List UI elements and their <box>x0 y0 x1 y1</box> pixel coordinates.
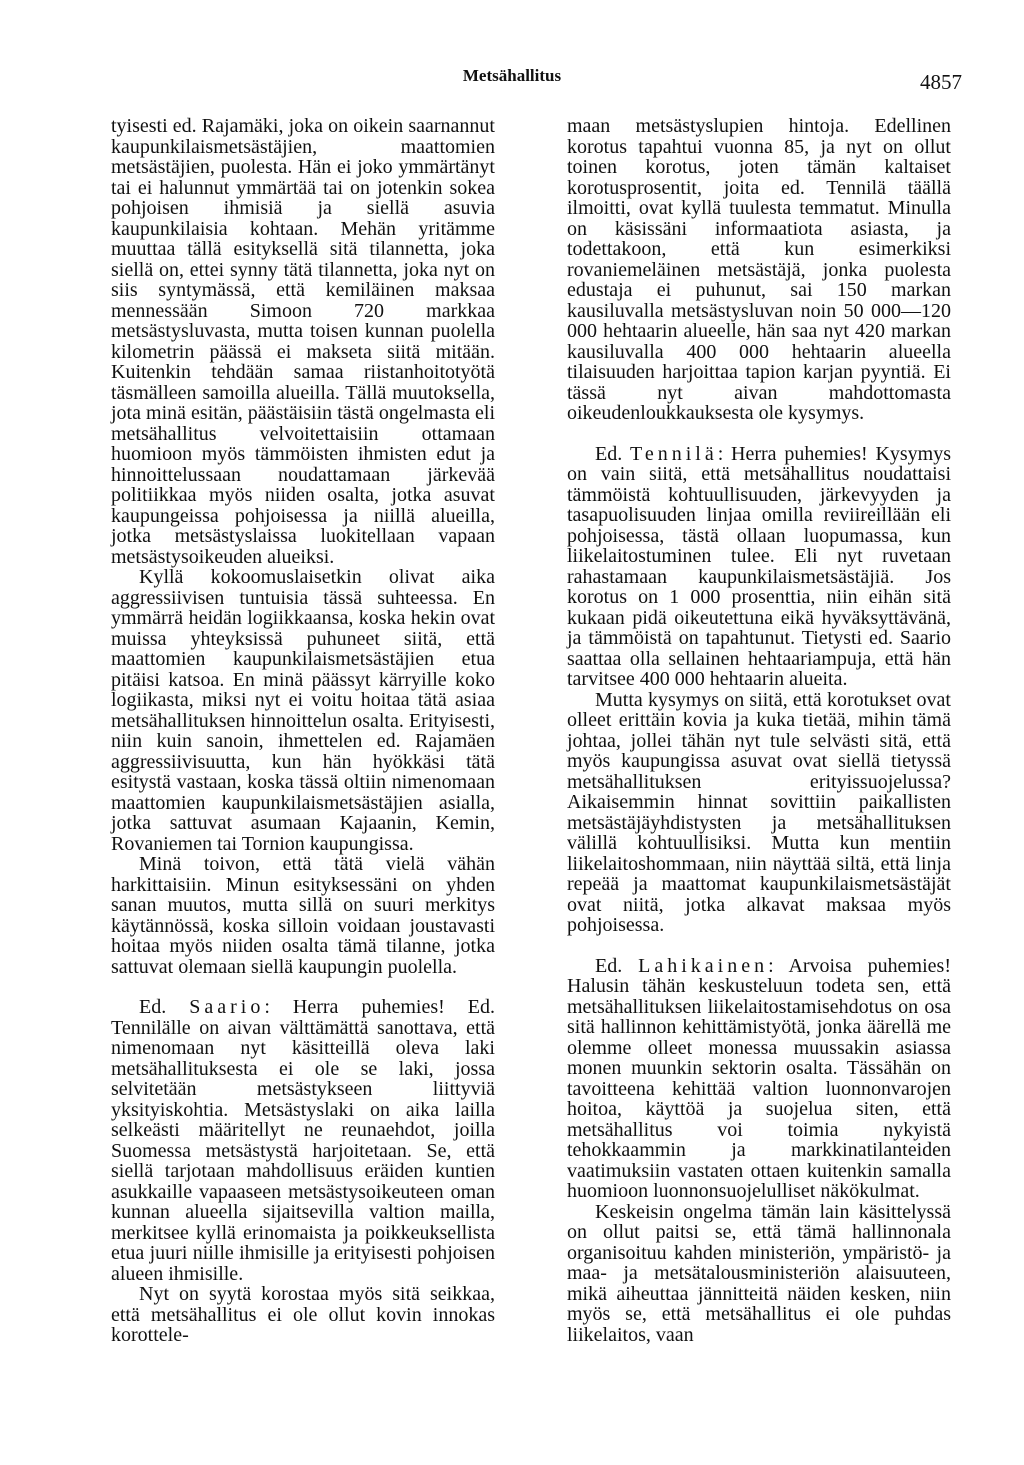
speaker-prefix: Ed. <box>595 954 639 977</box>
speaker-name: Lahikainen <box>638 954 769 977</box>
paragraph: Nyt on syytä korostaa myös sitä seikkaa, että metsähallitus ei ole ollut kovin innokas korottele- <box>111 1283 495 1346</box>
page-number: 4857 <box>920 70 962 94</box>
speaker-name: Saario <box>189 996 265 1018</box>
running-head: Metsähallitus <box>462 66 562 85</box>
paragraph: Kyllä kokoomuslaisetkin olivat aika aggressiivisen tuntuisia tässä suhteessa. En ymmärrä heidän logiikkaansa, koska hekin ovat muissa yhteyksissä puhuneet siitä, että maattomien kaupunkilaismetsästäjien etua pitäisi katsoa. En minä päässyt kärryille koko logiikasta, miksi nyt ei voitu hoitaa tätä asiaa metsähallituksen hinnoittelun osalta. Erityisesti, niin kuin sanoin, ihmettelen ed. Rajamäen aggressiivisuutta, kun hän hyökkäsi tätä esitystä vastaan, koska tässä oltiin nimenomaan maattomien kaupunkilaismetsästäjien asialla, jotka sattuvat asumaan Kajaanin, Kemin, Rovaniemen tai Tornion kaupungissa. <box>111 566 495 855</box>
speech-paragraph <box>567 444 951 690</box>
paragraph: Mutta kysymys on siitä, että korotukset ovat olleet erittäin kovia ja kuka tietää, mihin tämä johtaa, jollei tähän nyt tule selvästi sitä, että myös kaupungissa asuvat ovat siellä tietyssä metsähallituksen erityissuojelussa? Aikaisemmin hinnat sovittiin paikallisten metsästäjäyhdistysten ja metsähallituksen välillä kohtuullisiksi. Mutta kun mentiin liikelaitoshommaan, niin näyttää siltä, että linja repeää ja maattomat kaupunkilaismetsästäjät ovat niitä, jotka alkavat maksaa myös pohjoisessa. <box>567 688 951 936</box>
paragraph: Keskeisin ongelma tämän lain käsittelyssä on ollut paitsi se, että tämä hallinnonala organisoituu kahden ministeriön, ympäristö- ja maa- ja metsätalousministeriön alaisuuteen, mikä aiheuttaa jännitteitä näiden kesken, niin myös se, että metsähallitus ei ole puhdas liikelaitos, vaan <box>567 1200 951 1346</box>
speaker-prefix: Ed. <box>139 996 190 1018</box>
left-column <box>111 116 495 1346</box>
speech-text: : Arvoisa puhemies! Halusin tähän keskusteluun todeta sen, että metsähallituksen liikelaitostamisehdotus on osa sitä hallinnon kehittämistyötä, jonka äärellä me olemme olleet monessa muussakin asiassa monen muunkin sektorin osalta. Tässähän on tavoitteena kehittää valtion luonnonvarojen hoitoa, käyttöä ja suojelua siten, että metsähallitus voi toimia nykyistä tehokkaammin ja markkinatilanteiden vaatimuksiin vastaten ottaen kuitenkin samalla huomioon luonnonsuojelulliset näkökulmat. <box>567 954 951 1202</box>
speaker-name: Tennilä <box>630 442 718 465</box>
speaker-prefix: Ed. <box>595 442 631 465</box>
paragraph: maan metsästyslupien hintoja. Edellinen korotus tapahtui vuonna 85, ja nyt on ollut toinen korotus, joten tämän kaltaiset korotusprosentit, joita ed. Tennilä täällä ilmoitti, ovat kyllä tuulesta temmatut. Minulla on käsissäni informaatiota asiasta, ja todettakoon, että kun esimerkiksi rovaniemeläinen metsästäjä, jonka puolesta edustaja ei puhunut, sai 150 markan kausiluvalla metsästysluvan noin 50 000—120 000 hehtaarin alueelle, hän saa nyt 420 markan kausiluvalla 400 000 hehtaarin alueella tilaisuuden harjoittaa tapion karjan pyyntiä. Ei tässä nyt aivan mahdottomasta oikeudenloukkauksesta ole kysymys. <box>567 115 951 424</box>
speech-text: : Herra puhemies! Ed. Tennilälle on aivan välttämättä sanottava, että nimenomaan nyt käsitteillä oleva laki metsähallituksesta ei ole se laki, jossa selvitetään metsästykseen liittyviä yksityiskohtia. Metsästyslaki on aika lailla selkeästi määritellyt ne reunaehdot, joilla Suomessa metsästystä harjoitetaan. Se, että siellä tarjotaan mahdollisuus eräiden kuntien asukkaille vapaaseen metsästysoikeuteen oman kunnan alueella sijaitsevilla valtion mailla, merkitsee kyllä erinomaista ja poikkeuksellista etua juuri niille ihmisille ja erityisesti pohjoisen alueen ihmisille. <box>111 996 496 1285</box>
paragraph: tyisesti ed. Rajamäki, joka on oikein saarnannut kaupunkilaismetsästäjien, maattomien metsästäjien, puolesta. Hän ei joko ymmärtänyt tai ei halunnut ymmärtää tai on jotenkin sokea pohjoisen ihmisiä ja siellä asuvia kaupunkilaisia kohtaan. Mehän yritämme muuttaa tällä esityksellä sitä tilannetta, joka siellä on, ettei synny tätä tilannetta, joka nyt on siis syntymässä, että kemiläinen maksaa mennessään Simoon 720 markkaa metsästysluvasta, mutta toisen kunnan puolella kilometrin päässä ei makseta siitä mitään. Kuitenkin tehdään samaa riistanhoitotyötä täsmälleen samoilla alueilla. Tällä muutoksella, jota minä esitän, päästäisiin tästä ongelmasta eli metsähallitus velvoitettaisiin ottamaan huomioon myös tämmöisten ihmisten edut ja hinnoittelussaan noudattamaan järkevää politiikkaa myös niiden osalta, jotka asuvat kaupungeissa pohjoisessa ja niillä alueilla, jotka metsästyslaissa luokitellaan vapaan metsästysoikeuden alueiksi. <box>111 115 495 568</box>
speech-paragraph <box>111 997 495 1284</box>
right-column <box>567 116 951 1345</box>
speech-text: : Herra puhemies! Kysymys on vain siitä, että metsähallitus noudattaisi tämmöistä kohtuullisuuden, järkevyyden ja tasapuolisuuden linjaa omilla reviireillään eli pohjoisessa, tästä ollaan luopumassa, kun liikelaitostuminen tulee. Eli nyt ruvetaan rahastamaan kaupunkilaismetsästäjiä. Jos korotus on 1 000 prosenttia, niin eihän sitä kukaan pidä oikeutettuna eikä hyväksyttävänä, ja tämmöistä on tapahtunut. Tietysti ed. Saario saattaa olla sellainen hehtaariampuja, että hän tarvitsee 400 000 hehtaarin alueita. <box>567 442 952 690</box>
speech-paragraph <box>567 956 951 1202</box>
paragraph: Minä toivon, että tätä vielä vähän harkittaisiin. Minun esityksessäni on yhden sanan muutos, mutta sillä on suuri merkitys käytännössä, koska silloin voidaan joustavasti hoitaa myös niiden osalta tämä tilanne, jotka sattuvat olemaan siellä kaupungin puolella. <box>111 853 495 978</box>
